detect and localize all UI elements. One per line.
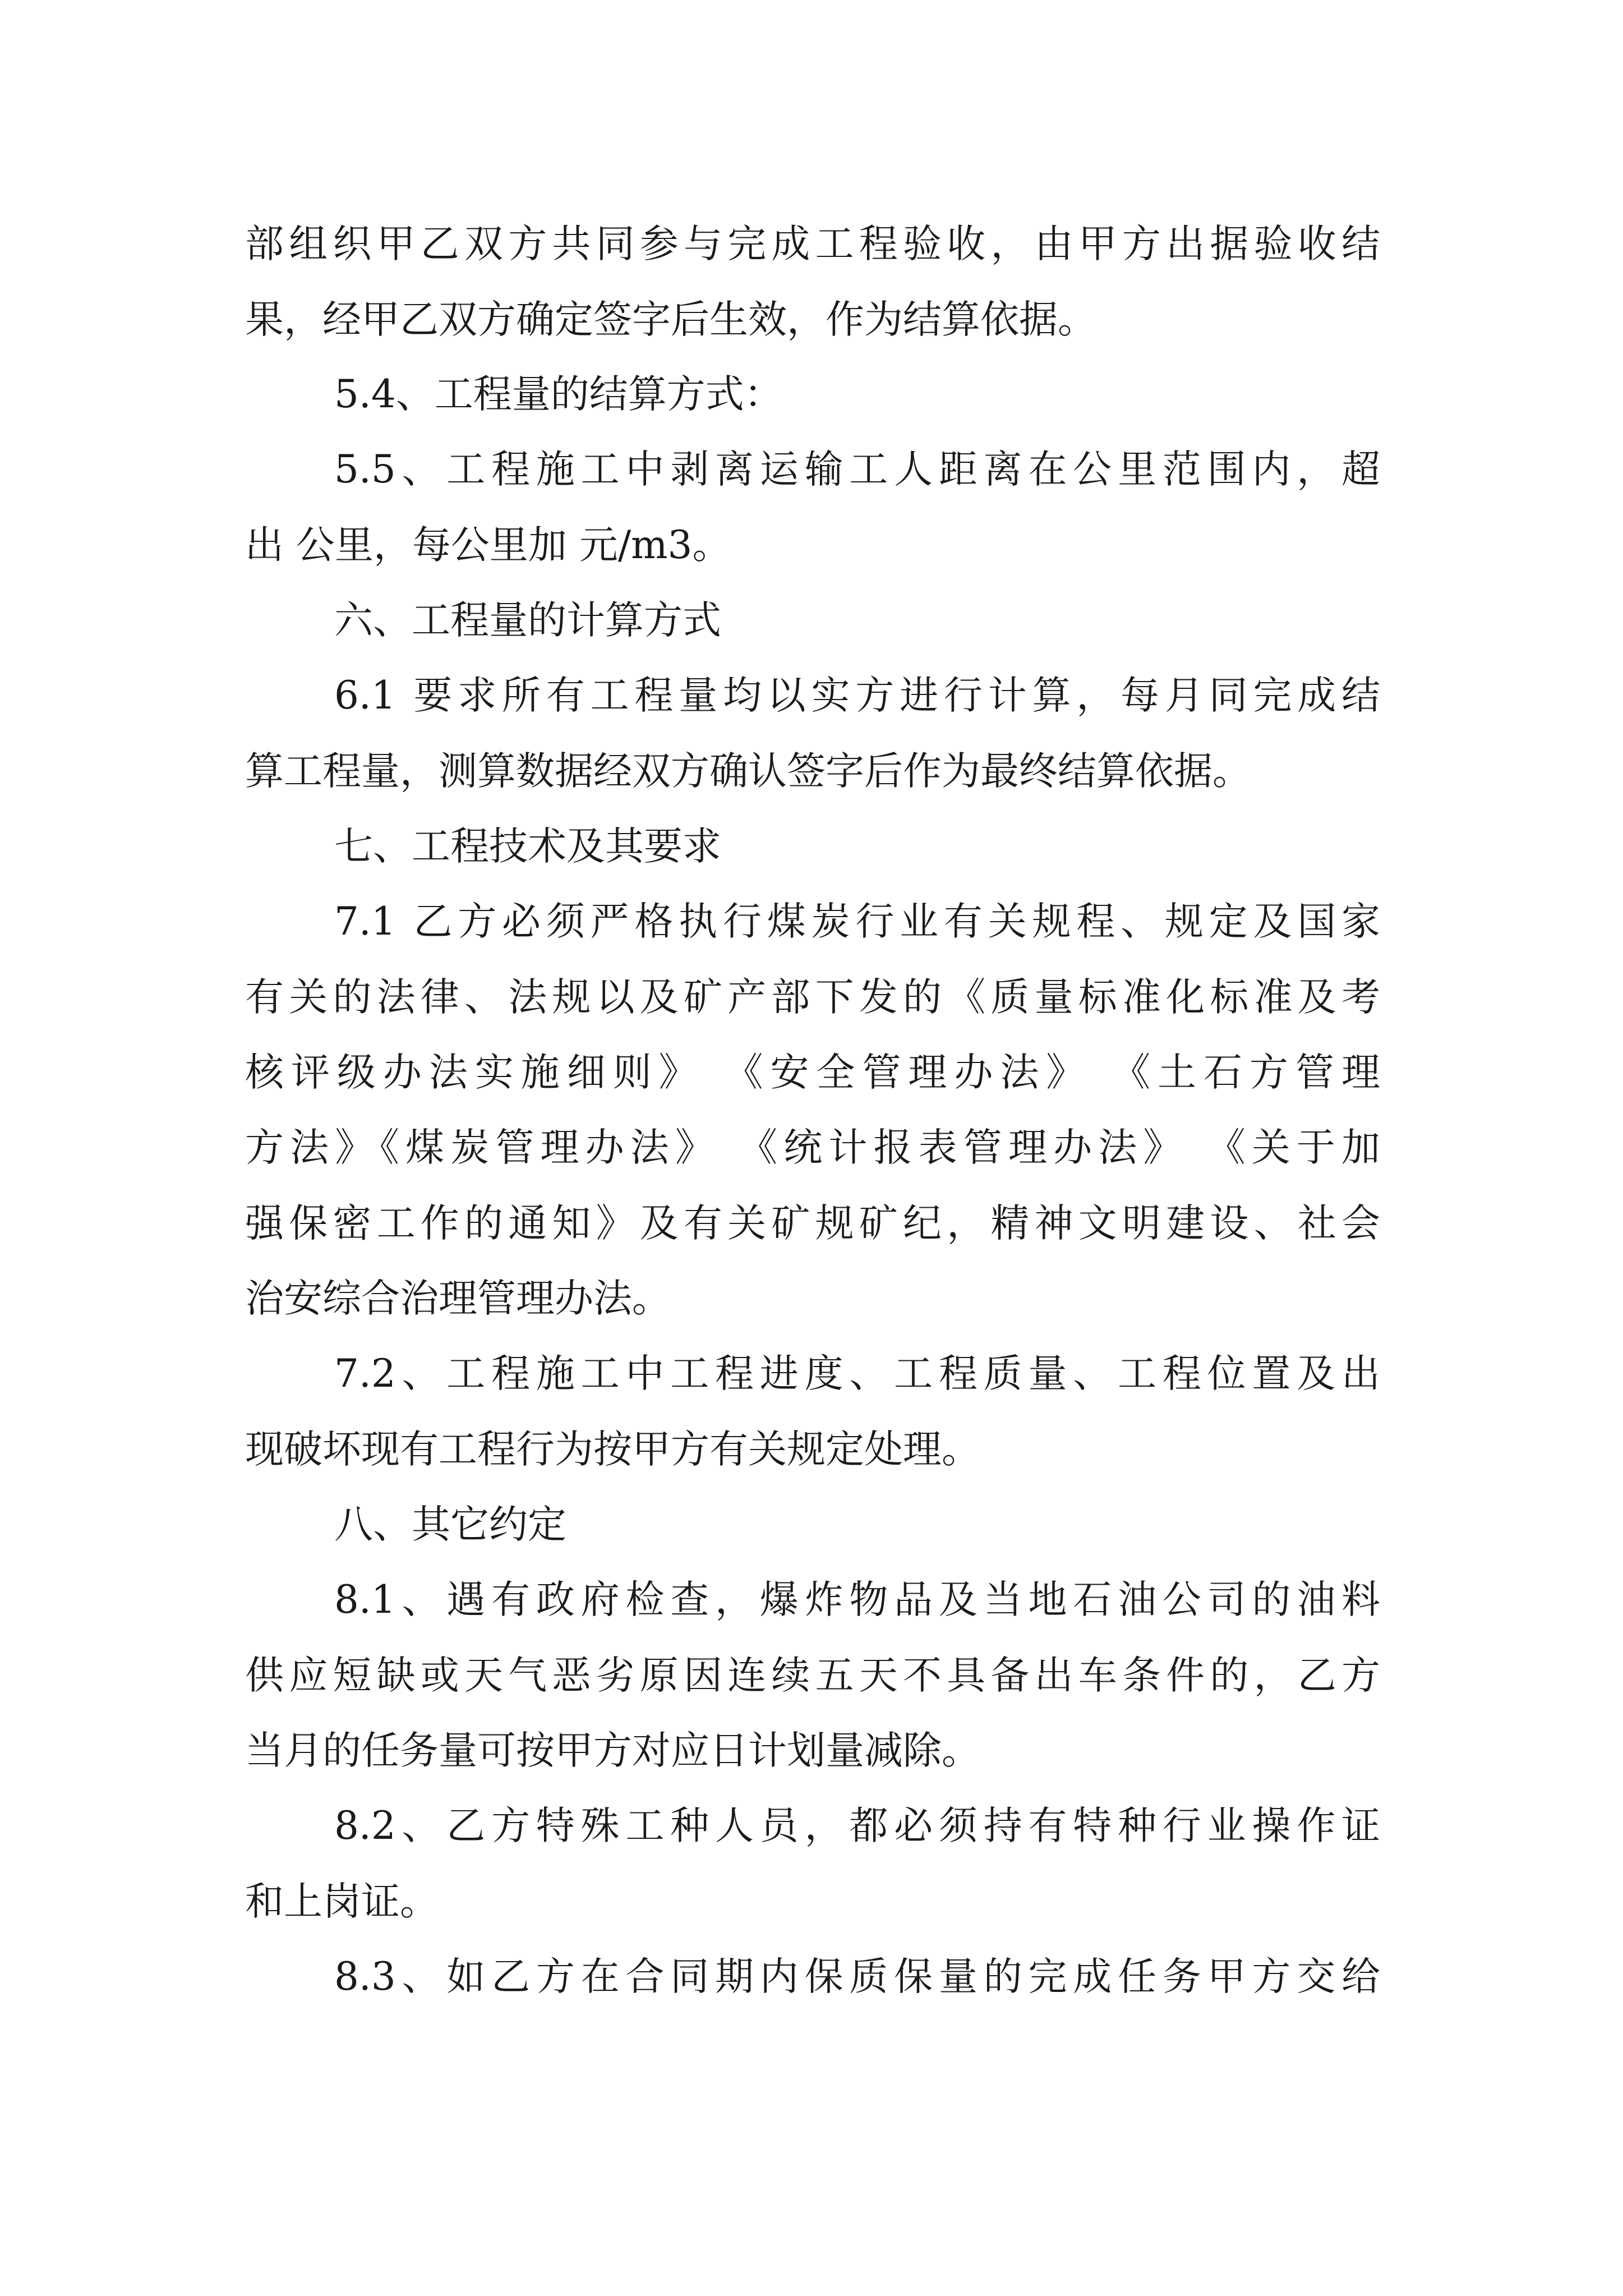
text-line: 出 公里，每公里加 元/m3。 [245, 523, 731, 568]
text-line: 强保密工作的通知》及有关矿规矿纪，精神文明建设、社会 [245, 1201, 1380, 1246]
text-line: 和上岗证。 [245, 1879, 439, 1924]
text-line: 供应短缺或天气恶劣原因连续五天不具备出车条件的，乙方 [245, 1653, 1380, 1698]
text-line: 当月的任务量可按甲方对应日计划量减除。 [245, 1728, 980, 1773]
text-line: 部组织甲乙双方共同参与完成工程验收，由甲方出据验收结 [245, 222, 1380, 266]
section-heading: 六、工程量的计算方式 [334, 598, 721, 643]
text-line: 6.1 要求所有工程量均以实方进行计算，每月同完成结 [334, 673, 1380, 718]
section-heading: 5.4、工程量的结算方式： [334, 372, 783, 417]
text-line: 5.5、工程施工中剥离运输工人距离在公里范围内，超 [334, 447, 1380, 492]
text-line: 方法》《煤炭管理办法》 《统计报表管理办法》 《关于加 [245, 1125, 1380, 1170]
text-line: 有关的法律、法规以及矿产部下发的《质量标准化标准及考 [245, 975, 1380, 1020]
text-line: 治安综合治理管理办法。 [245, 1276, 671, 1321]
text-line: 算工程量，测算数据经双方确认签字后作为最终结算依据。 [245, 749, 1251, 794]
text-line: 7.2、工程施工中工程进度、工程质量、工程位置及出 [334, 1351, 1380, 1396]
section-heading: 八、其它约定 [334, 1502, 566, 1547]
section-heading: 七、工程技术及其要求 [334, 824, 721, 869]
text-line: 8.1、遇有政府检查，爆炸物品及当地石油公司的油料 [334, 1577, 1380, 1622]
text-line: 8.3、如乙方在合同期内保质保量的完成任务甲方交给 [334, 1954, 1380, 1999]
text-line: 现破坏现有工程行为按甲方有关规定处理。 [245, 1427, 980, 1472]
text-line: 8.2、乙方特殊工种人员，都必须持有特种行业操作证 [334, 1803, 1380, 1848]
text-line: 果，经甲乙双方确定签字后生效，作为结算依据。 [245, 297, 1096, 342]
text-line: 核评级办法实施细则》 《安全管理办法》 《土石方管理 [245, 1050, 1380, 1095]
text-line: 7.1 乙方必须严格执行煤炭行业有关规程、规定及国家 [334, 899, 1380, 944]
